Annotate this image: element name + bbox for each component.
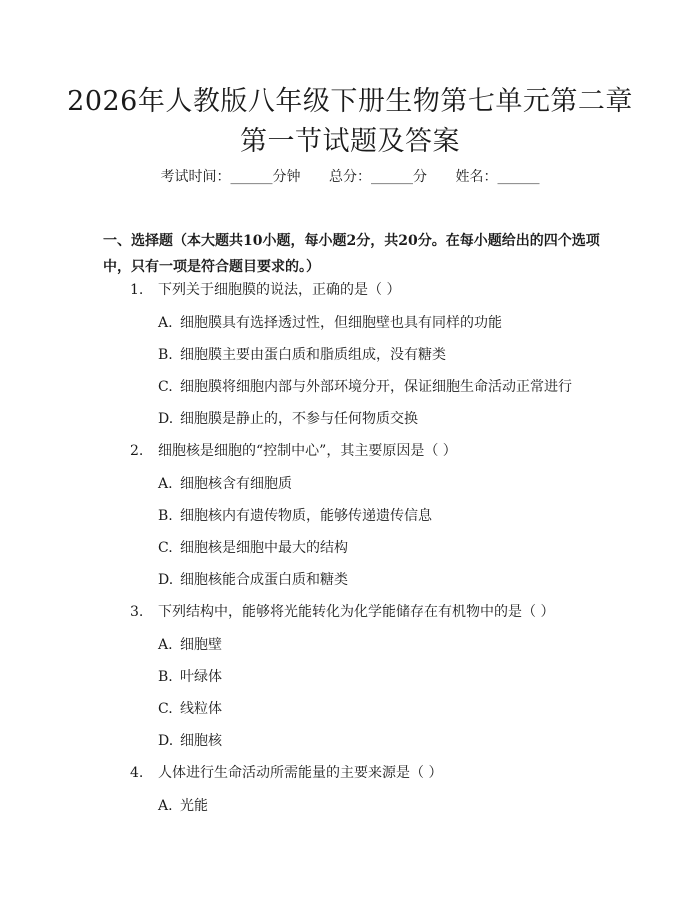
student-name-field: 姓名：______ [455,169,540,185]
option-letter: B. [158,669,173,685]
option-3c [158,699,222,719]
option-letter: C. [158,701,173,717]
option-text: 光能 [180,798,208,814]
option-text: 细胞核 [180,733,222,749]
exam-time-field: 考试时间：______分钟 [160,169,301,185]
option-2c [158,538,348,558]
option-text: 细胞膜是静止的，不参与任何物质交换 [180,411,418,427]
question-1 [130,280,400,300]
option-text: 细胞核内有遗传物质，能够传递遗传信息 [180,508,432,524]
exam-meta-line [0,167,700,187]
question-number: 3. [130,604,144,620]
option-text: 细胞膜主要由蛋白质和脂质组成，没有糖类 [180,347,446,363]
option-4a [158,796,208,816]
total-score-field: 总分：______分 [329,169,427,185]
question-text: 人体进行生命活动所需能量的主要来源是（ ） [158,765,443,781]
question-text: 下列结构中，能够将光能转化为化学能储存在有机物中的是（ ） [158,604,555,620]
question-text: 下列关于细胞膜的说法，正确的是（ ） [158,282,401,298]
option-1d [158,409,418,429]
option-letter: C. [158,379,173,395]
question-3 [130,602,554,622]
option-letter: A. [158,637,173,653]
option-3a [158,635,222,655]
option-text: 细胞核是细胞中最大的结构 [180,540,348,556]
option-text: 线粒体 [180,701,222,717]
question-4 [130,763,442,783]
option-2a [158,474,292,494]
option-3b [158,667,222,687]
option-letter: A. [158,476,173,492]
question-text: 细胞核是细胞的“控制中心”，其主要原因是（ ） [158,443,457,459]
option-1c [158,377,572,397]
option-1b [158,345,446,365]
option-text: 细胞膜具有选择透过性，但细胞壁也具有同样的功能 [180,315,502,331]
option-text: 叶绿体 [180,669,222,685]
option-letter: B. [158,347,173,363]
option-text: 细胞膜将细胞内部与外部环境分开，保证细胞生命活动正常进行 [180,379,572,395]
option-3d [158,731,222,751]
section-heading: 一、选择题（本大题共10小题，每小题2分，共20分。在每小题给出的四个选项中，只有一项是符合题目要求的。） [103,233,600,275]
document-title: 2026年人教版八年级下册生物第七单元第二章第一节试题及答案 [67,86,633,157]
option-text: 细胞核含有细胞质 [180,476,292,492]
option-2d [158,570,348,590]
option-letter: A. [158,315,173,331]
question-number: 2. [130,443,144,459]
question-2 [130,441,457,461]
option-letter: B. [158,508,173,524]
option-letter: C. [158,540,173,556]
option-letter: D. [158,733,174,749]
option-text: 细胞核能合成蛋白质和糖类 [180,572,348,588]
question-number: 1. [130,282,144,298]
option-letter: D. [158,572,174,588]
question-number: 4. [130,765,144,781]
option-letter: A. [158,798,173,814]
option-2b [158,506,432,526]
option-letter: D. [158,411,174,427]
option-1a [158,313,502,333]
option-text: 细胞壁 [180,637,222,653]
